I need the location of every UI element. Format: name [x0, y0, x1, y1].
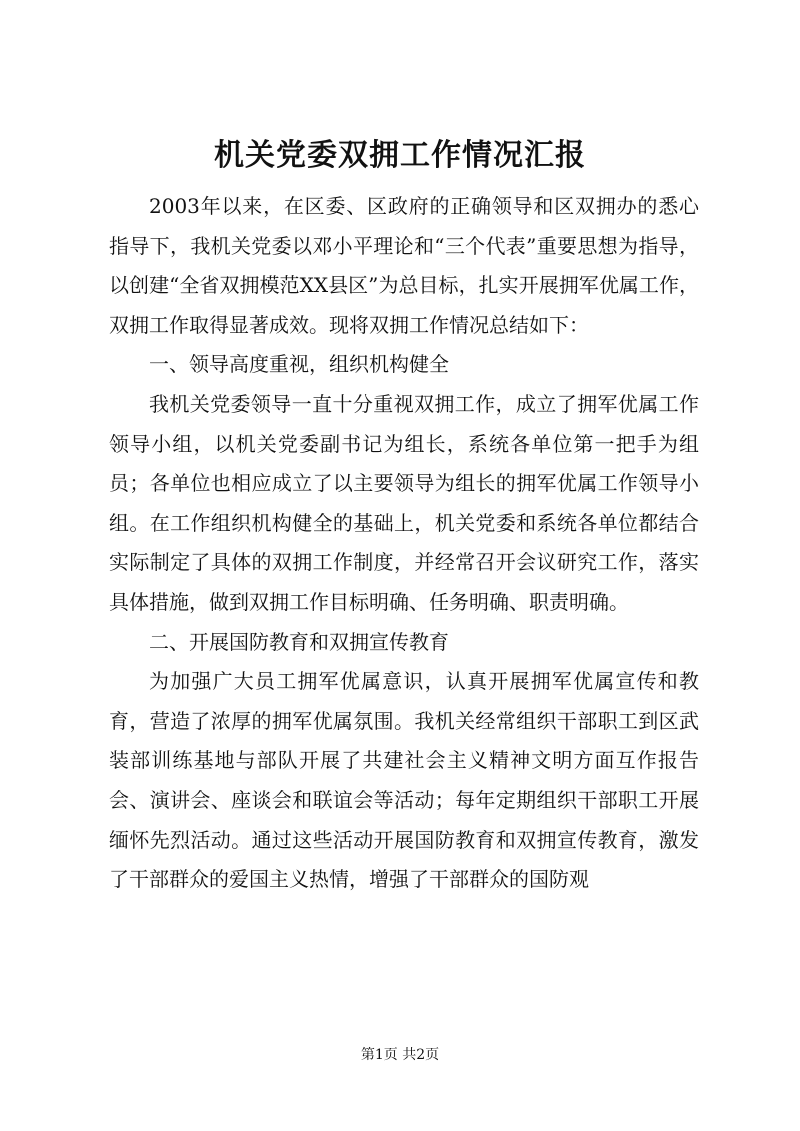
document-body: [109, 187, 699, 900]
section-heading-1: 一、领导高度重视，组织机构健全: [149, 352, 449, 377]
paragraph-intro: 2003年以来，在区委、区政府的正确领导和区双拥办的悉心指导下，我机关党委以邓小平理论和“三个代表”重要思想为指导，以创建“全省双拥模范XX县区”为总目标，扎实开展拥军优属工作，双拥工作取得显著成效。现将双拥工作情况总结如下：: [109, 194, 699, 337]
document-title: 机关党委双拥工作情况汇报: [214, 138, 586, 173]
paragraph-section-1: 我机关党委领导一直十分重视双拥工作，成立了拥军优属工作领导小组，以机关党委副书记为组长，系统各单位第一把手为组员；各单位也相应成立了以主要领导为组长的拥军优属工作领导小组。在工作组织机构健全的基础上，机关党委和系统各单位都结合实际制定了具体的双拥工作制度，并经常召开会议研究工作，落实具体措施，做到双拥工作目标明确、任务明确、职责明确。: [109, 391, 699, 614]
paragraph-section-2: 为加强广大员工拥军优属意识，认真开展拥军优属宣传和教育，营造了浓厚的拥军优属氛围。我机关经常组织干部职工到区武装部训练基地与部队开展了共建社会主义精神文明方面互作报告会、演讲会、座谈会和联谊会等活动；每年定期组织干部职工开展缅怀先烈活动。通过这些活动开展国防教育和双拥宣传教育，激发了干部群众的爱国主义热情，增强了干部群众的国防观: [109, 669, 699, 892]
section-heading-2: 二、开展国防教育和双拥宣传教育: [149, 629, 449, 654]
page-footer: 第1页 共2页: [360, 1047, 440, 1063]
